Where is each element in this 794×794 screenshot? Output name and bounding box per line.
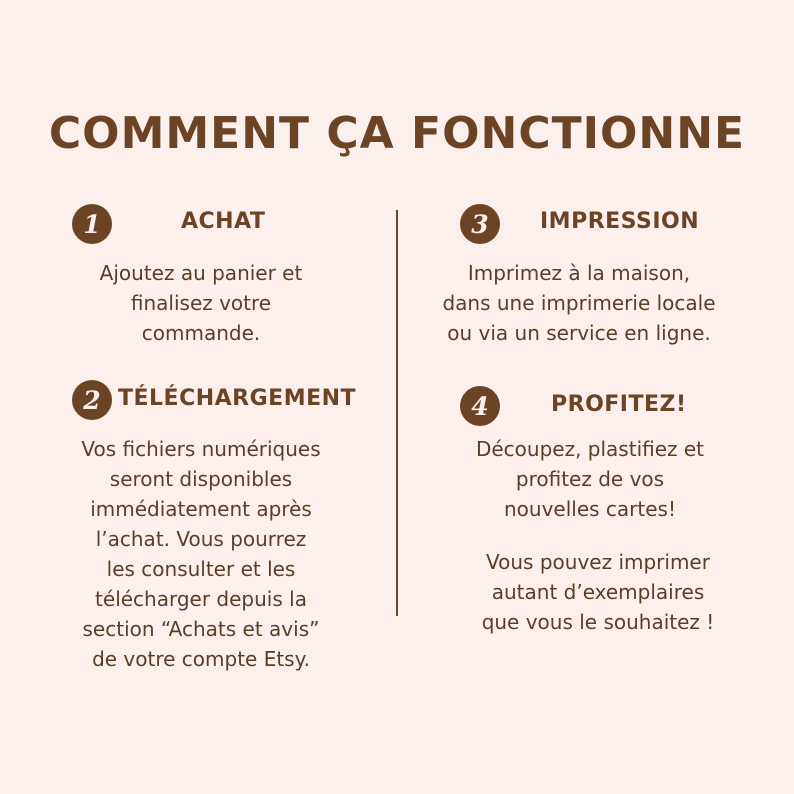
page-title: COMMENT ÇA FONCTIONNE bbox=[48, 108, 746, 159]
step-number-1-badge: 1 bbox=[72, 204, 112, 244]
step-number-4-badge: 4 bbox=[460, 386, 500, 426]
step-text-telechargement: Vos fichiers numériques seront disponibles immédiatement après l’achat. Vous pourrez les consulter et les télécharger depuis la section “Achats et avis” de votre compte Etsy. bbox=[81, 437, 321, 671]
step-text-profitez: Découpez, plastifiez et profitez de vos nouvelles cartes! bbox=[475, 437, 705, 521]
column-divider bbox=[396, 210, 398, 616]
step-text-achat: Ajoutez au panier et finalisez votre commande. bbox=[99, 261, 303, 345]
step-text-impression: Imprimez à la maison, dans une imprimerie locale ou via un service en ligne. bbox=[442, 261, 716, 345]
step-title-achat: ACHAT bbox=[181, 209, 266, 234]
step-title-profitez: PROFITEZ! bbox=[551, 392, 687, 417]
step-title-impression: IMPRESSION bbox=[540, 209, 700, 234]
step-title-telechargement: TÉLÉCHARGEMENT bbox=[118, 386, 357, 411]
step-number-3-badge: 3 bbox=[460, 204, 500, 244]
step-number-2-badge: 2 bbox=[72, 380, 112, 420]
print-note: Vous pouvez imprimer autant d’exemplaires que vous le souhaitez ! bbox=[481, 550, 715, 634]
